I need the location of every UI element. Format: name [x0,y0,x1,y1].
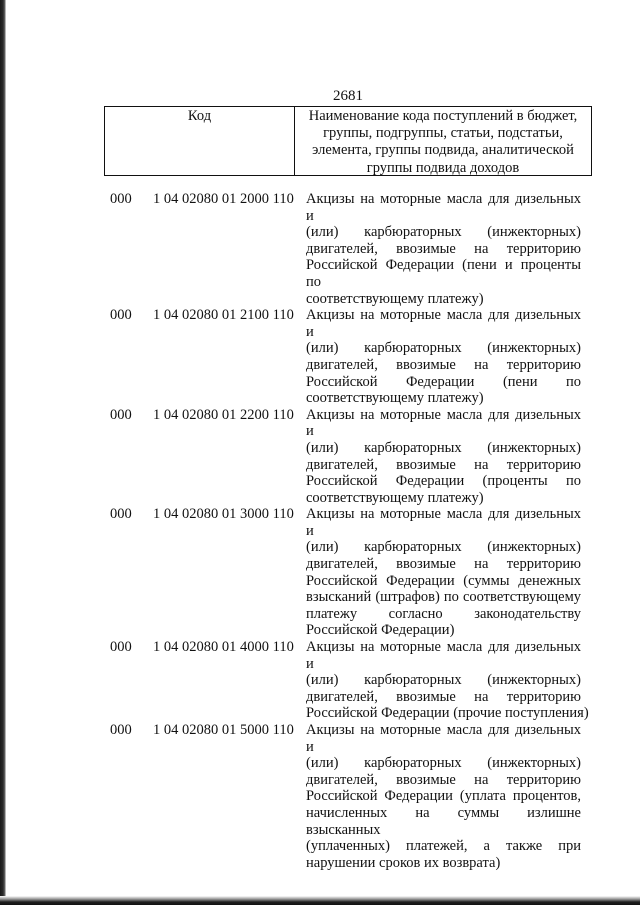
description-line: соответствующему платежу) [306,489,484,506]
admin-code: 000 [110,191,132,207]
description-line: взысканий (штрафов) по соответствующему [306,589,581,606]
description-line: соответствующему платежу) [306,290,484,307]
revenue-code: 1 04 02080 01 2000 110 [153,191,294,207]
revenue-description [306,506,581,639]
description-line: Российской Федерации) [306,622,455,639]
header-name-column [295,107,591,175]
table-row [0,191,640,307]
description-line: двигателей, ввозимые на территорию [306,356,581,373]
description-line: Акцизы на моторные масла для дизельных и [306,722,581,755]
admin-code: 000 [110,722,132,738]
table-row [0,407,640,507]
description-line: Акцизы на моторные масла для дизельных и [306,191,581,224]
description-line: начисленных на суммы излишне взысканных [306,804,581,838]
description-line: Акцизы на моторные масла для дизельных и [306,506,581,539]
description-line: (или) карбюраторных (инжекторных) [306,340,581,357]
description-line: Российской Федерации (суммы денежных [306,572,581,589]
description-line: Акцизы на моторные масла для дизельных и [306,639,581,672]
admin-code: 000 [110,406,132,423]
table-row [0,307,640,407]
revenue-code: 1 04 02080 01 2100 110 [153,307,294,324]
description-line: Российской Федерации (пени и проценты по [306,257,581,290]
description-line: соответствующему платежу) [306,390,484,407]
description-line: (или) карбюраторных (инжекторных) [306,755,581,772]
revenue-code: 1 04 02080 01 5000 110 [153,722,294,738]
admin-code: 000 [110,639,132,656]
description-line: (или) карбюраторных (инжекторных) [306,539,581,556]
table-row [0,506,640,639]
description-line: (или) карбюраторных (инжекторных) [306,672,581,689]
revenue-description [306,407,581,507]
description-line: двигателей, ввозимые на территорию [306,240,581,257]
header-name-line: Наименование кода поступлений в бюджет, [308,108,578,124]
admin-code: 000 [110,307,132,324]
description-line: двигателей, ввозимые на территорию [306,771,581,788]
admin-code: 000 [110,506,132,523]
table-row [0,639,640,722]
table-row [0,722,640,871]
header-name-line: элемента, группы подвида, аналитической [312,142,574,159]
description-line: нарушении сроков их возврата) [306,854,501,871]
page-number: 2681 [333,88,363,104]
revenue-description [306,191,581,307]
table-header [104,106,592,176]
revenue-description [306,639,589,722]
revenue-code: 1 04 02080 01 3000 110 [153,506,294,523]
description-line: Акцизы на моторные масла для дизельных и [306,406,581,440]
description-line: (уплаченных) платежей, а также при [306,838,581,855]
description-line: Российской Федерации (уплата процентов, [306,788,581,805]
description-line: двигателей, ввозимые на территорию [306,688,581,705]
scan-edge-bottom [0,896,640,905]
description-line: Акцизы на моторные масла для дизельных и [306,307,581,340]
description-line: Российской Федерации (проценты по [306,473,581,490]
description-line: двигателей, ввозимые на территорию [306,556,581,573]
description-line: двигателей, ввозимые на территорию [306,456,581,473]
description-line: Российской Федерации (прочие поступления) [306,705,589,722]
revenue-description [306,722,581,871]
description-line: (или) карбюраторных (инжекторных) [306,439,581,456]
header-code-column: Код [105,107,295,175]
revenue-code: 1 04 02080 01 4000 110 [153,639,294,656]
description-line: (или) карбюраторных (инжекторных) [306,224,581,241]
revenue-code: 1 04 02080 01 2200 110 [153,406,294,423]
header-name-line: группы подвида доходов [366,159,520,176]
description-line: Российской Федерации (пени по [306,373,581,390]
header-name-line: группы, подгруппы, статьи, подстатьи, [323,125,563,142]
table-body [0,191,640,871]
revenue-description [306,307,581,407]
description-line: платежу согласно законодательству [306,605,581,622]
